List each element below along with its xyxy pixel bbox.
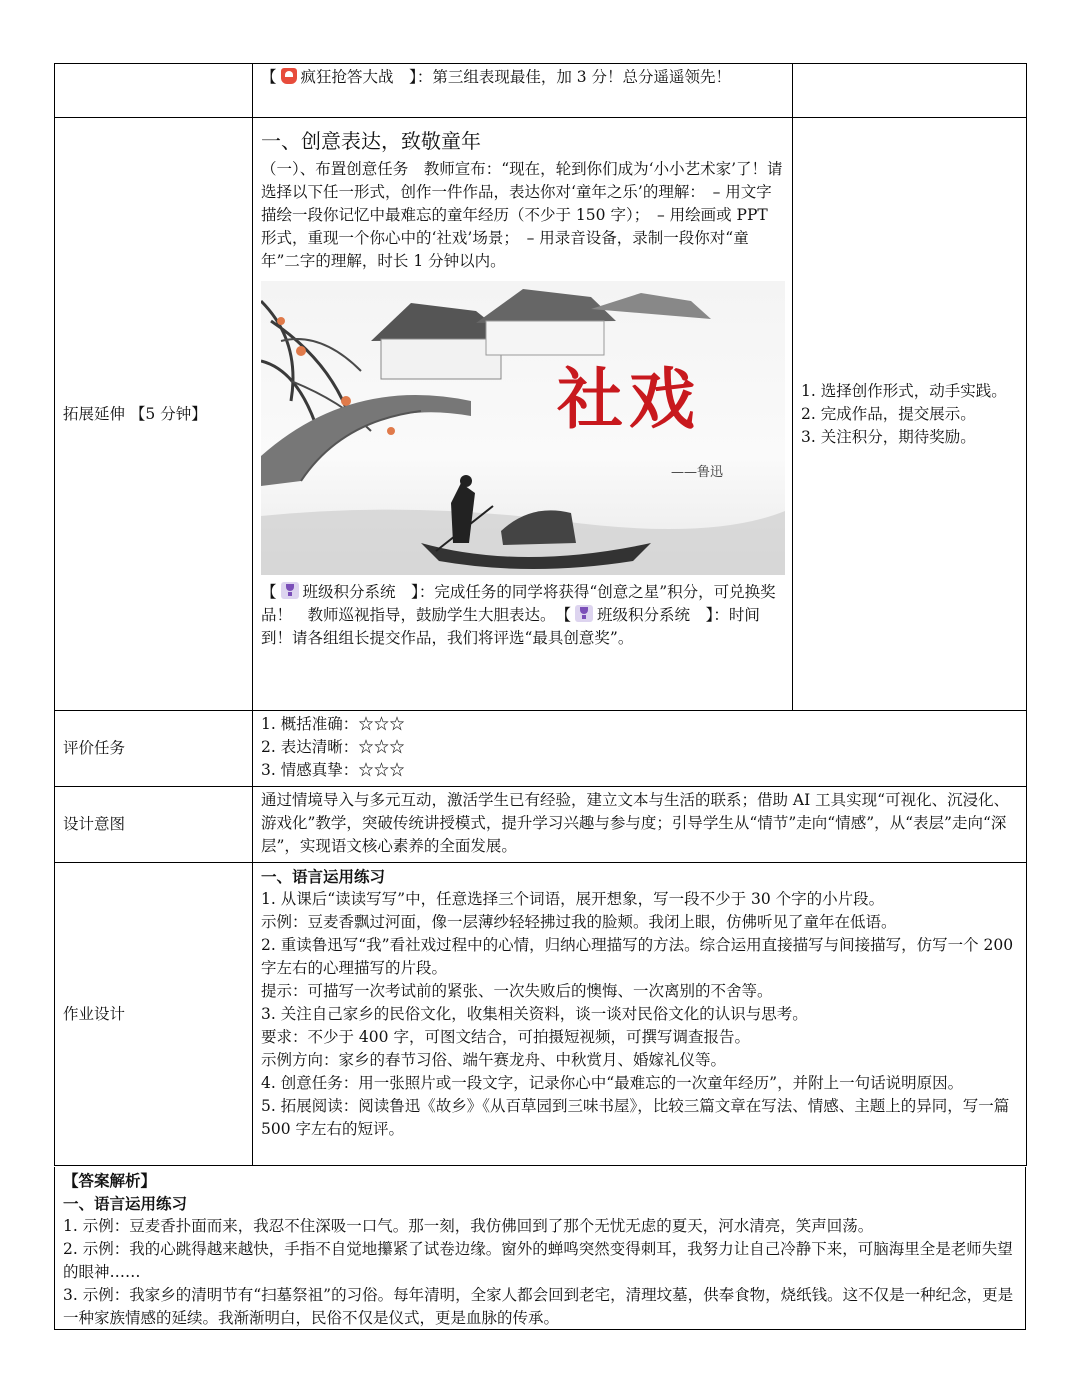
student-item: 2. 完成作品，提交展示。 (801, 404, 976, 423)
image-title: 社戏 (557, 360, 701, 438)
points-paragraph: 【 班级积分系统 】：完成任务的同学将获得“创意之星”积分，可兑换奖品！ 教师巡视指导，鼓励学生大胆表达。 【 班级积分系统 】：时间到！请各组组长提交作品，我们将评选“最具创意奖”。 (261, 583, 776, 647)
row-quiz-label (55, 64, 253, 118)
student-item: 3. 关注积分，期待奖励。 (801, 427, 976, 446)
row-design-content: 通过情境导入与多元互动，激活学生已有经验，建立文本与生活的联系；借助 AI 工具实现“可视化、沉浸化、游戏化”教学，突破传统讲授模式，提升学习兴趣与参与度；引导学生从“情节”走向“情感”，从“表层”走向“深层”，实现语文核心素养的全面发展。 (253, 787, 1027, 863)
ink-landscape-illustration (261, 281, 785, 575)
homework-line: 1. 从课后“读读写写”中，任意选择三个词语，展开想象，写一段不少于 30 个字的小片段。 (261, 890, 885, 908)
answer-line: 1. 示例：豆麦香扑面而来，我忍不住深吸一口气。那一刻，我仿佛回到了那个无忧无虑的夏天，河水清亮，笑声回荡。 (63, 1217, 874, 1235)
row-quiz-content: 【 疯狂抢答大战 】：第三组表现最佳，加 3 分！总分遥遥领先！ (253, 64, 793, 118)
row-extension-label: 拓展延伸 【5 分钟】 (55, 118, 253, 711)
row-evaluation-content (253, 711, 1027, 787)
homework-line: 要求：不少于 400 字，可图文结合，可拍摄短视频，可撰写调查报告。 (261, 1028, 750, 1046)
answer-title: 【答案解析】 (63, 1171, 157, 1190)
trophy-icon (281, 582, 299, 599)
evaluation-item: 2. 表达清晰：☆☆☆ (261, 738, 405, 756)
row-extension-student (793, 118, 1027, 711)
row-evaluation (55, 711, 1027, 787)
extension-heading: 一、创意表达，致敬童年 (261, 129, 481, 153)
answer-heading: 一、语言运用练习 (63, 1194, 188, 1213)
evaluation-item: 3. 情感真挚：☆☆☆ (261, 761, 405, 779)
homework-line: 3. 关注自己家乡的民俗文化，收集相关资料，谈一谈对民俗文化的认识与思考。 (261, 1005, 808, 1023)
student-item: 1. 选择创作形式，动手实践。 (801, 381, 1007, 400)
answer-line: 3. 示例：我家乡的清明节有“扫墓祭祖”的习俗。每年清明，全家人都会回到老宅，清理坟墓，供奉食物，烧纸钱。这不仅是一种纪念，更是一种家族情感的延续。我渐渐明白，民俗不仅是仪式，更是血脉的传承。 (63, 1286, 1014, 1327)
homework-line: 4. 创意任务：用一张照片或一段文字，记录你心中“最难忘的一次童年经历”，并附上一句话说明原因。 (261, 1074, 964, 1092)
row-quiz (55, 64, 1027, 118)
row-evaluation-label: 评价任务 (55, 711, 253, 787)
extension-paragraph: （一）、布置创意任务 教师宣布：“现在，轮到你们成为‘小小艺术家’了！请选择以下任一形式，创作一件作品，表达你对‘童年之乐’的理解： – 用文字描绘一段你记忆中最难忘的童年经历（不少于 150 字）； – 用绘画或 PPT 形式，重现一个你心中的‘社戏’场景； – 用录音设备，录制一段你对“童年”二字的理解，时长 1 分钟以内。 (261, 160, 783, 270)
quiz-tag: 疯狂抢答大战 (300, 68, 394, 86)
homework-line: 示例方向：家乡的春节习俗、端午赛龙舟、中秋赏月、婚嫁礼仪等。 (261, 1051, 727, 1069)
answer-section (54, 1167, 1026, 1330)
evaluation-item: 1. 概括准确：☆☆☆ (261, 715, 405, 733)
row-quiz-student (793, 64, 1027, 118)
image-author: ——鲁迅 (671, 465, 724, 480)
row-extension (55, 118, 1027, 711)
row-homework (55, 863, 1027, 1166)
alarm-icon (281, 68, 297, 84)
homework-line: 5. 拓展阅读：阅读鲁迅《故乡》《从百草园到三味书屋》，比较三篇文章在写法、情感、主题上的异同，写一篇 500 字左右的短评。 (261, 1097, 1010, 1138)
answer-line: 2. 示例：我的心跳得越来越快，手指不自觉地攥紧了试卷边缘。窗外的蝉鸣突然变得刺耳，我努力让自己冷静下来，可脑海里全是老师失望的眼神…… (63, 1240, 1013, 1281)
homework-line: 提示：可描写一次考试前的紧张、一次失败后的懊悔、一次离别的不舍等。 (261, 982, 773, 1000)
homework-line: 2. 重读鲁迅写“我”看社戏过程中的心情，归纳心理描写的方法。综合运用直接描写与间接描写，仿写一个 200 字左右的心理描写的片段。 (261, 936, 1014, 977)
row-design-label: 设计意图 (55, 787, 253, 863)
row-homework-label: 作业设计 (55, 863, 253, 1166)
lesson-plan-table (54, 63, 1027, 1166)
row-homework-content (253, 863, 1027, 1166)
row-extension-content (253, 118, 793, 711)
shexi-cover-image (261, 281, 785, 575)
quiz-text: ：第三组表现最佳，加 3 分！总分遥遥领先！ (416, 68, 732, 86)
homework-line: 示例：豆麦香飘过河面，像一层薄纱轻轻拂过我的脸颊。我闭上眼，仿佛听见了童年在低语。 (261, 913, 897, 931)
row-design-intent (55, 787, 1027, 863)
trophy-icon (575, 605, 593, 622)
homework-heading: 一、语言运用练习 (261, 867, 386, 886)
